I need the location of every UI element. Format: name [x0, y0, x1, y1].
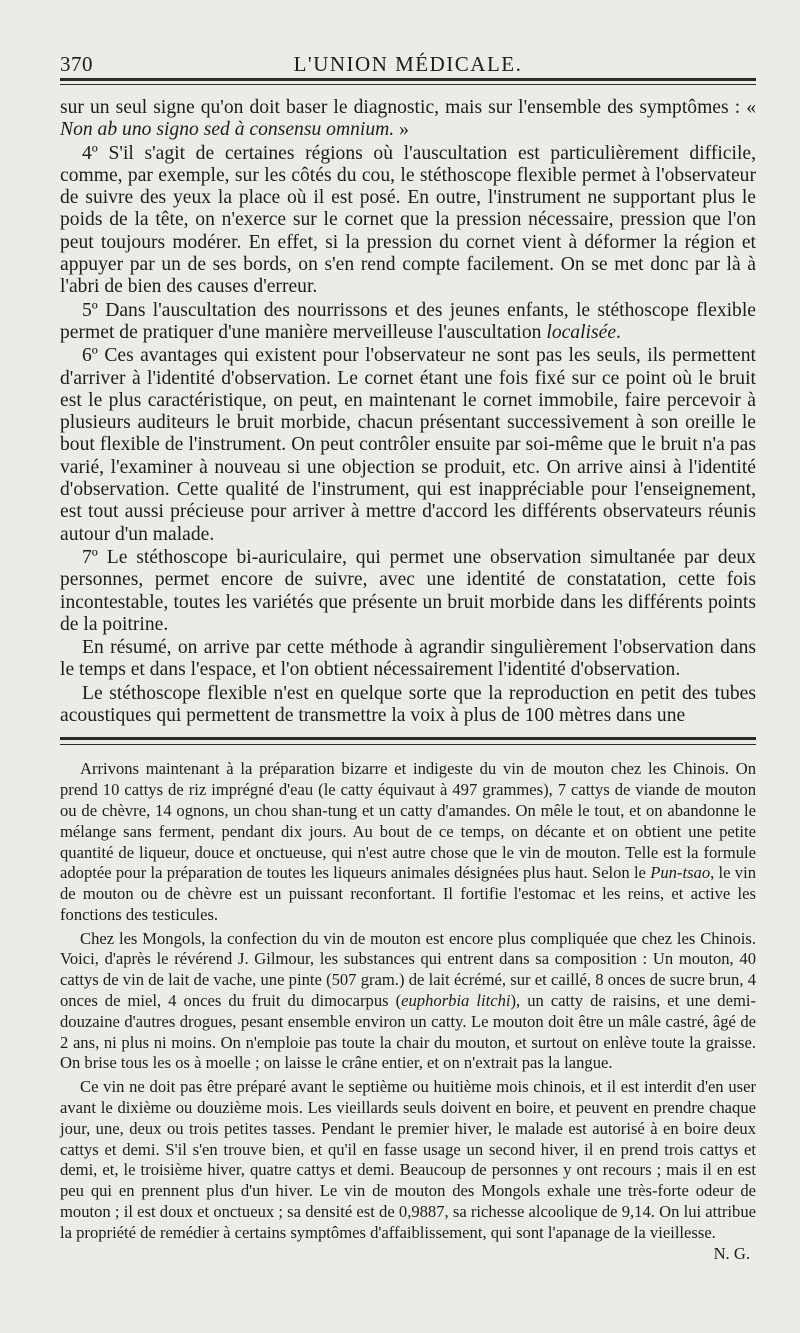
main-paragraph: 5º Dans l'auscultation des nourrissons et des jeunes enfants, le stéthoscope flexible permet de pratiquer d'une manière merveilleuse l'auscultation localisée.: [60, 299, 756, 343]
page-number: 370: [60, 52, 93, 76]
main-paragraph: sur un seul signe qu'on doit baser le diagnostic, mais sur l'ensemble des symptômes : « Non ab uno signo sed à consensu omnium. »: [60, 97, 756, 141]
main-article-text: [60, 97, 756, 727]
main-paragraph: 4º S'il s'agit de certaines régions où l'auscultation est particulièrement difficile, comme, par exemple, sur les côtés du cou, le stéthoscope flexible permet à l'observateur de suivre des yeux la place où il est posé. En outre, l'instrument ne supportant plus le poids de la tête, on n'exerce sur le cornet que la pression nécessaire, pression que l'on peut toujours modérer. En effet, si la pression du cornet vient à déformer la région et appuyer par un de ses bords, on s'en rend compte facilement. On se met donc par là à l'abri de bien des causes d'erreur.: [60, 142, 756, 298]
feuilleton-text: [60, 759, 756, 1264]
main-paragraph: 6º Ces avantages qui existent pour l'observateur ne sont pas les seuls, ils permettent d'arriver à l'identité d'observation. Le cornet étant une fois fixé sur ce point où le bruit est le plus caractéristique, on peut, en maintenant le cornet immobile, faire percevoir à plusieurs auditeurs le bruit morbide, chacun présentant successivement à son oreille le bout flexible de l'instrument. On peut contrôler ensuite par soi-même que le bruit n'a pas varié, l'examiner à nouveau si une objection se produit, etc. On arrive ainsi à l'identité d'observation. Cette qualité de l'instrument, qui est inappréciable pour l'enseignement, est tout aussi précieuse pour arriver à mettre d'accord les différents observateurs réunis autour d'un malade.: [60, 345, 756, 545]
running-title: L'UNION MÉDICALE.: [293, 52, 523, 76]
page-header: [60, 48, 756, 81]
main-paragraph: 7º Le stéthoscope bi-auriculaire, qui permet une observation simultanée par deux personnes, permet encore de suivre, avec une identité de constatation, cette fois incontestable, toutes les variétés que présente un bruit morbide dans les différents points de la poitrine.: [60, 546, 756, 635]
note-paragraph: Chez les Mongols, la confection du vin de mouton est encore plus compliquée que chez les Chinois. Voici, d'après le révérend J. Gilmour, les substances qui entrent dans sa composition : Un mouton, 40 cattys de vin de lait de vache, une pinte (507 gram.) de lait écrémé, sur et caillé, 8 onces de sucre brun, 4 onces de miel, 4 onces du fruit du dimocarpus (euphorbia litchi), un catty de raisins, et une demi-douzaine d'autres drogues, pesant ensemble environ un catty. Le mouton doit être un mâle castré, âgé de 2 ans, ni plus ni moins. On n'emploie pas toute la chair du mouton, et surtout on enlève toute la graisse. On brise tous les os à moelle ; on laisse le crâne entier, et on n'extrait pas la langue.: [60, 928, 756, 1073]
main-paragraph: Le stéthoscope flexible n'est en quelque sorte que la reproduction en petit des tubes acoustiques qui permettent de transmettre la voix à plus de 100 mètres dans une: [60, 682, 756, 727]
section-divider: [60, 737, 756, 745]
note-paragraph: Arrivons maintenant à la préparation bizarre et indigeste du vin de mouton chez les Chinois. On prend 10 cattys de riz imprégné d'eau (le catty équivaut à 497 grammes), 7 cattys de viande de mouton ou de chèvre, 14 ognons, un chou shan-tung et un catty d'amandes. On mêle le tout, et on abandonne le mélange sans ferment, pendant dix jours. Au bout de ce temps, on décante et on obtient une petite quantité de liqueur, douce et onctueuse, qui n'est autre chose que le vin de mouton. Telle est la formule adoptée pour la préparation de toutes les liqueurs animales désignées plus haut. Selon le Pun-tsao, le vin de mouton ou de chèvre est un puissant reconfortant. Il fortifie l'estomac et les reins, et active les fonctions des testicules.: [60, 759, 756, 924]
author-signature: N. G.: [713, 1243, 750, 1263]
note-paragraph: Ce vin ne doit pas être préparé avant le septième ou huitième mois chinois, et il est interdit d'en user avant le dixième ou douzième mois. Les vieillards seuls doivent en boire, et peuvent en prendre chaque jour, une, deux ou trois petites tasses. Pendant le premier hiver, le malade est autorisé à en boire deux cattys et demi. S'il s'en trouve bien, et qu'il en fasse usage un second hiver, il en prend trois cattys et demi, et, le troisième hiver, quatre cattys et demi. Beaucoup de personnes y ont recours ; mais il en est peu qui en prennent plus d'un hiver. Le vin de mouton des Mongols exhale une très-forte odeur de mouton ; il est doux et onctueux ; sa densité est de 0,9887, sa richesse alcoolique de 9,14. On lui attribue la propriété de remédier à certains symptômes d'affaiblissement, qui sont l'apanage de la vieillesse.: [60, 1077, 756, 1242]
main-paragraph: En résumé, on arrive par cette méthode à agrandir singulièrement l'observation dans le temps et dans l'espace, et l'on obtient nécessairement l'identité d'observation.: [60, 637, 756, 681]
